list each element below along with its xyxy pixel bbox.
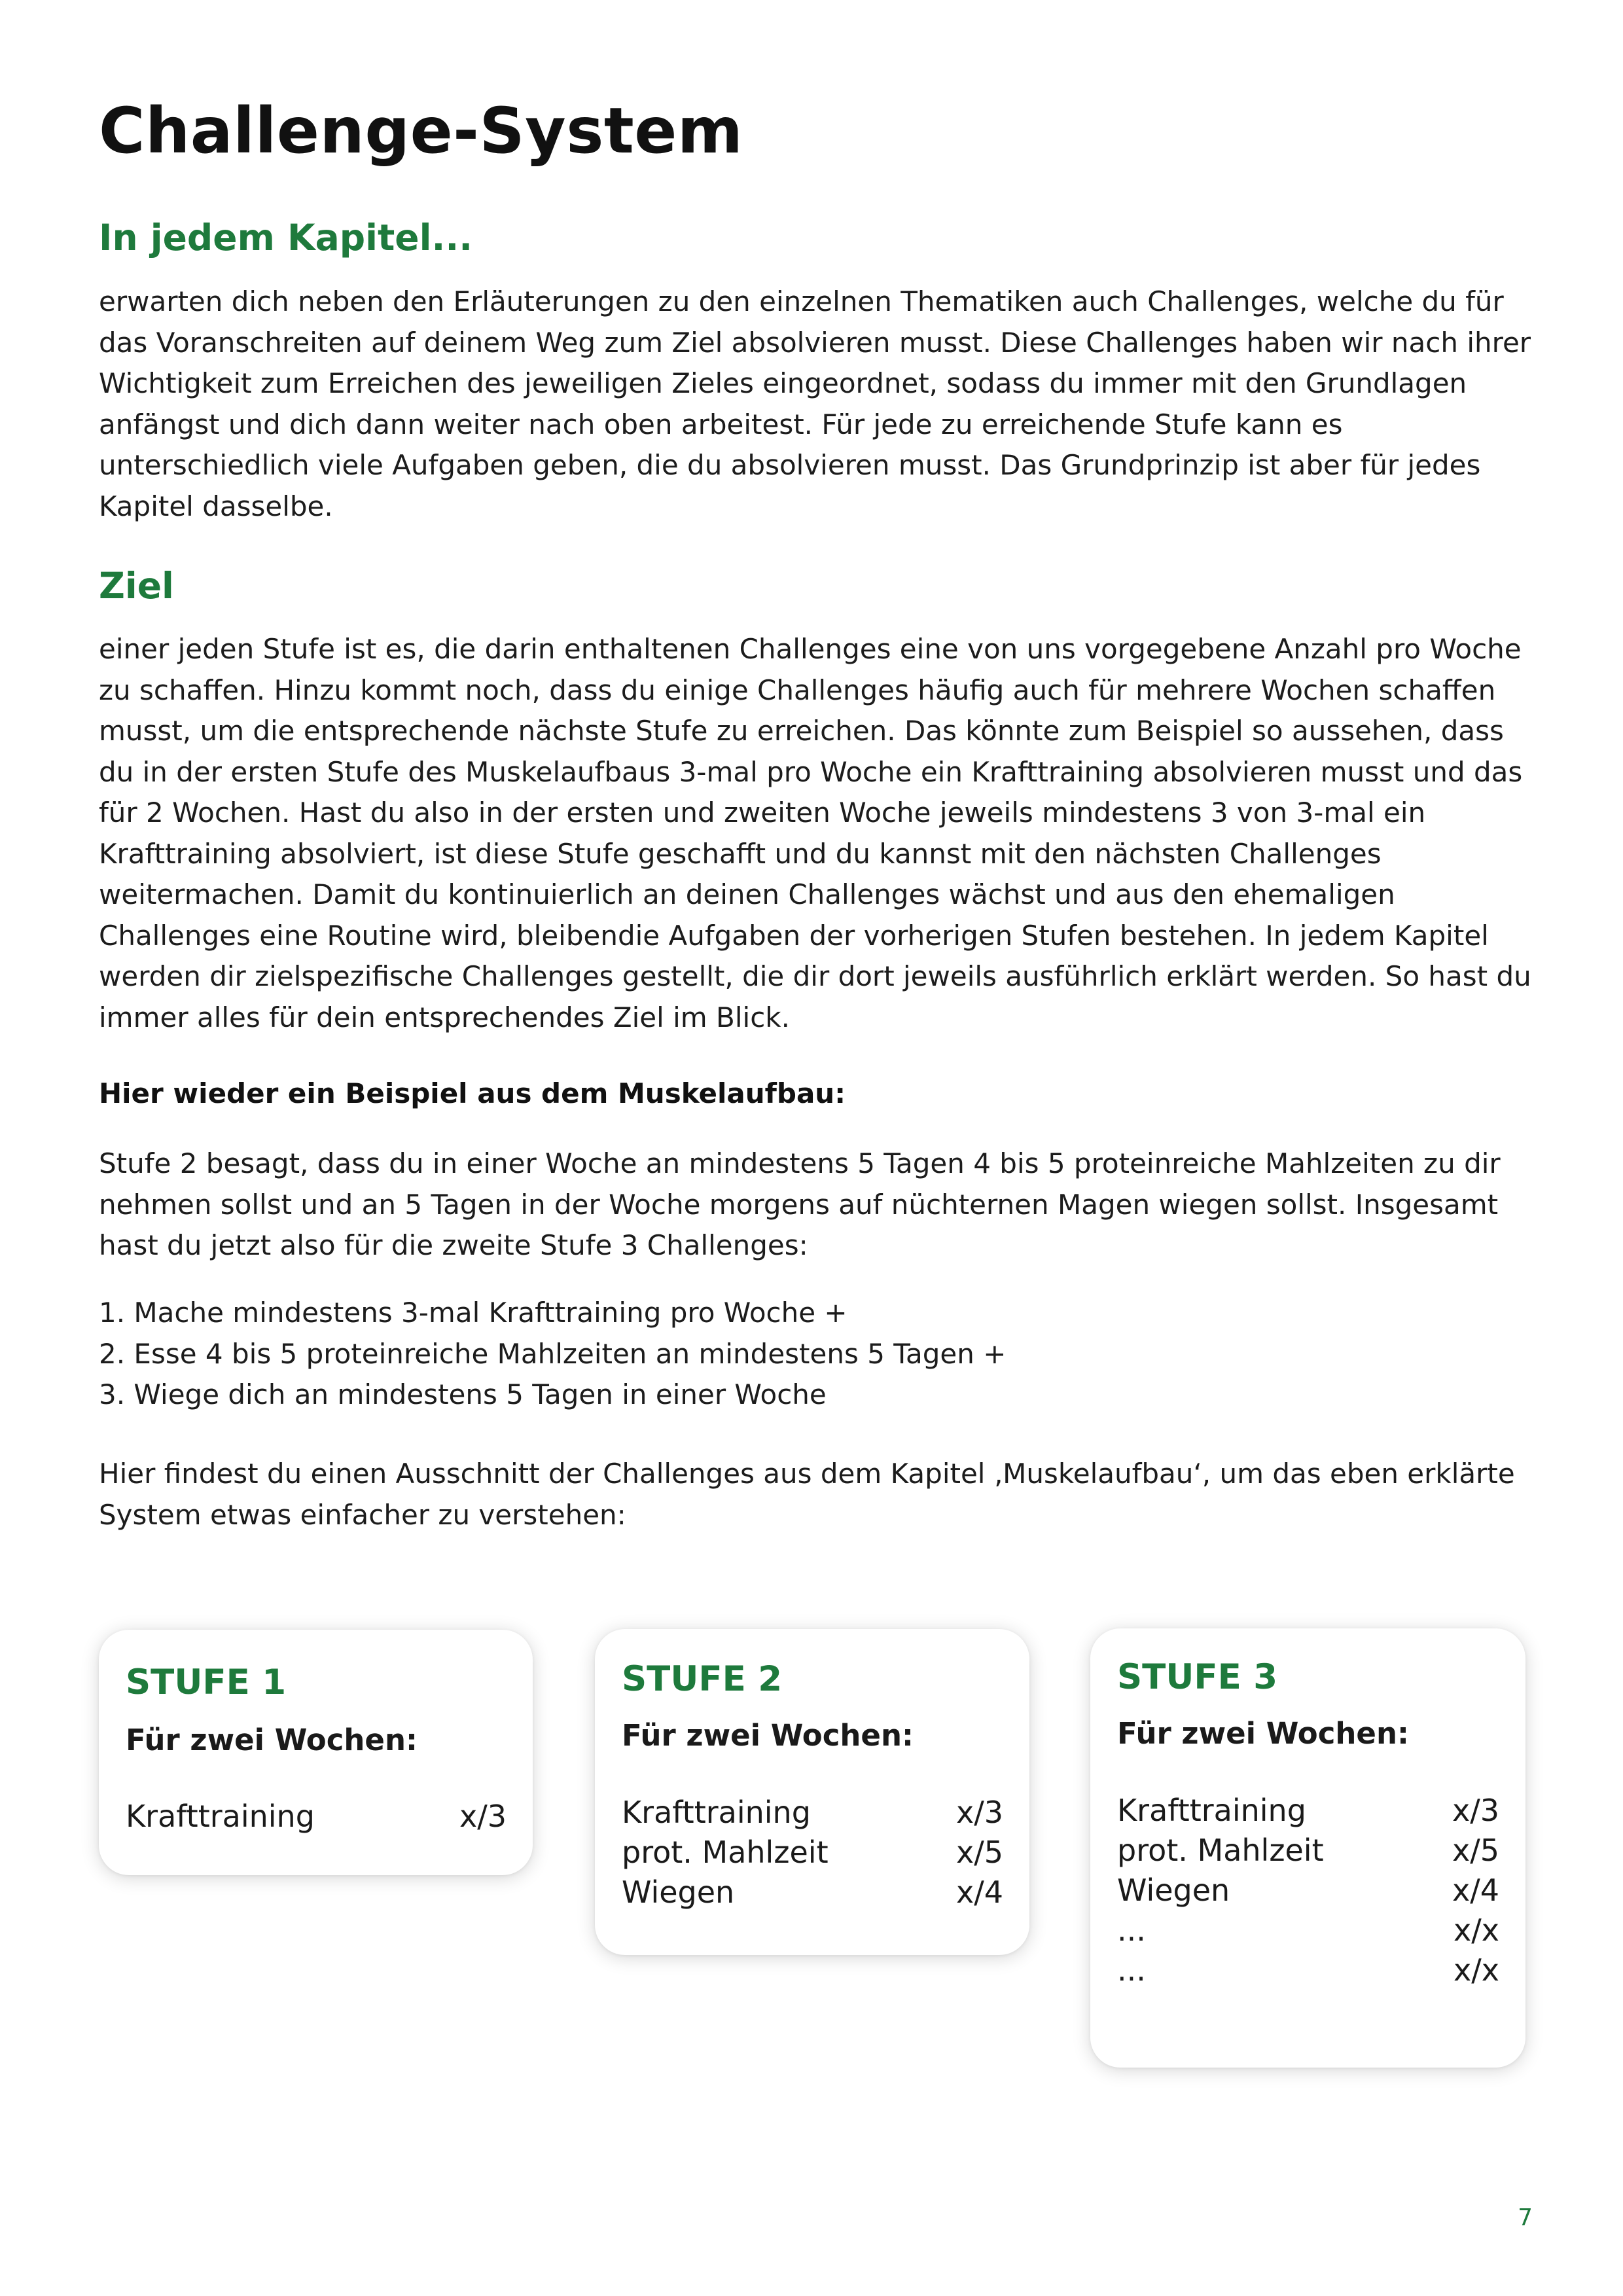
challenge-row [1117, 1791, 1499, 1831]
challenge-label: Wiegen [622, 1874, 735, 1910]
challenge-label: ... [1117, 1912, 1146, 1948]
section-heading-kapitel: In jedem Kapitel... [99, 217, 473, 259]
stufe-card-1 [99, 1630, 533, 1875]
challenge-row [1117, 1950, 1499, 1990]
challenge-label: Krafttraining [622, 1795, 811, 1830]
stufe-subtitle: Für zwei Wochen: [622, 1718, 914, 1753]
challenge-row [622, 1833, 1003, 1873]
challenge-rows [126, 1797, 507, 1837]
stufe-subtitle: Für zwei Wochen: [126, 1723, 418, 1757]
challenge-rows [1117, 1791, 1499, 1990]
section-text-ziel: einer jeden Stufe ist es, die darin enthaltenen Challenges eine von uns vorgegebene Anzahl pro Woche zu schaffen. Hinzu kommt noch, dass du einige Challenges häufig auch für mehrere Wochen schaffen musst, um die entsprechende nächste Stufe zu erreichen. Das könnte zum Beispiel so aussehen, dass du in der ersten Stufe des Muskelaufbaus 3-mal pro Woche ein Krafttraining absolvieren musst und das für 2 Wochen. Hast du also in der ersten und zweiten Woche jeweils mindestens 3 von 3-mal ein Krafttraining absolviert, ist diese Stufe geschafft und du kannst mit den nächsten Challenges weitermachen. Damit du kontinuierlich an deinen Challenges wächst und aus den ehemaligen Challenges eine Routine wird, bleibendie Aufgaben der vorherigen Stufen bestehen. In jedem Kapitel werden dir zielspezifische Challenges gestellt, die dir dort jeweils ausführlich erklärt werden. So hast du immer alles für dein entsprechendes Ziel im Blick. [99, 633, 1531, 1033]
stufe-title: STUFE 3 [1117, 1657, 1278, 1697]
challenge-label: ... [1117, 1952, 1146, 1988]
challenge-value: x/x [1454, 1912, 1499, 1948]
challenge-label: prot. Mahlzeit [622, 1835, 829, 1870]
challenge-value: x/4 [1452, 1873, 1499, 1908]
challenge-value: x/5 [956, 1835, 1003, 1870]
section-heading-ziel: Ziel [99, 565, 174, 607]
challenge-value: x/5 [1452, 1833, 1499, 1868]
list-item: 2. Esse 4 bis 5 proteinreiche Mahlzeiten an mindestens 5 Tagen + [99, 1337, 1007, 1370]
challenge-label: Krafttraining [126, 1799, 315, 1834]
challenge-row [1117, 1910, 1499, 1950]
example-heading: Hier wieder ein Beispiel aus dem Muskelaufbau: [99, 1077, 846, 1109]
challenge-row [622, 1873, 1003, 1912]
example-text: Stufe 2 besagt, dass du in einer Woche an mindestens 5 Tagen 4 bis 5 proteinreiche Mahlzeiten zu dir nehmen sollst und an 5 Tagen in der Woche morgens auf nüchternen Magen wiegen sollst. Insgesamt hast du jetzt also für die zweite Stufe 3 Challenges: [99, 1147, 1501, 1261]
challenge-value: x/4 [956, 1874, 1003, 1910]
example-outro: Hier findest du einen Ausschnitt der Challenges aus dem Kapitel ‚Muskelaufbau‘, um das eben erklärte System etwas einfacher zu verstehen: [99, 1458, 1515, 1531]
page-number: 7 [1518, 2204, 1533, 2231]
challenge-value: x/3 [459, 1799, 507, 1834]
stufe-card-3 [1090, 1628, 1525, 2068]
stufe-subtitle: Für zwei Wochen: [1117, 1716, 1409, 1751]
challenge-value: x/x [1454, 1952, 1499, 1988]
challenge-value: x/3 [1452, 1793, 1499, 1828]
challenge-label: Krafttraining [1117, 1793, 1306, 1828]
challenge-row [1117, 1871, 1499, 1910]
challenge-row [126, 1797, 507, 1837]
stufe-card-2 [595, 1629, 1029, 1955]
challenge-label: prot. Mahlzeit [1117, 1833, 1324, 1868]
challenge-list [99, 1293, 1006, 1416]
challenge-row [622, 1793, 1003, 1833]
challenge-rows [622, 1793, 1003, 1912]
list-item: 3. Wiege dich an mindestens 5 Tagen in einer Woche [99, 1378, 827, 1410]
challenge-row [1117, 1831, 1499, 1871]
list-item: 1. Mache mindestens 3-mal Krafttraining pro Woche + [99, 1297, 847, 1329]
stufe-title: STUFE 2 [622, 1659, 783, 1699]
challenge-label: Wiegen [1117, 1873, 1230, 1908]
challenge-value: x/3 [956, 1795, 1003, 1830]
page-title: Challenge-System [99, 94, 743, 168]
stufe-title: STUFE 1 [126, 1662, 287, 1702]
section-text-kapitel: erwarten dich neben den Erläuterungen zu den einzelnen Thematiken auch Challenges, welche du für das Voranschreiten auf deinem Weg zum Ziel absolvieren musst. Diese Challenges haben wir nach ihrer Wichtigkeit zum Erreichen des jeweiligen Zieles eingeordnet, sodass du immer mit den Grundlagen anfängst und dich dann weiter nach oben arbeitest. Für jede zu erreichende Stufe kann es unterschiedlich viele Aufgaben geben, die du absolvieren musst. Das Grundprinzip ist aber für jedes Kapitel dasselbe. [99, 285, 1531, 522]
